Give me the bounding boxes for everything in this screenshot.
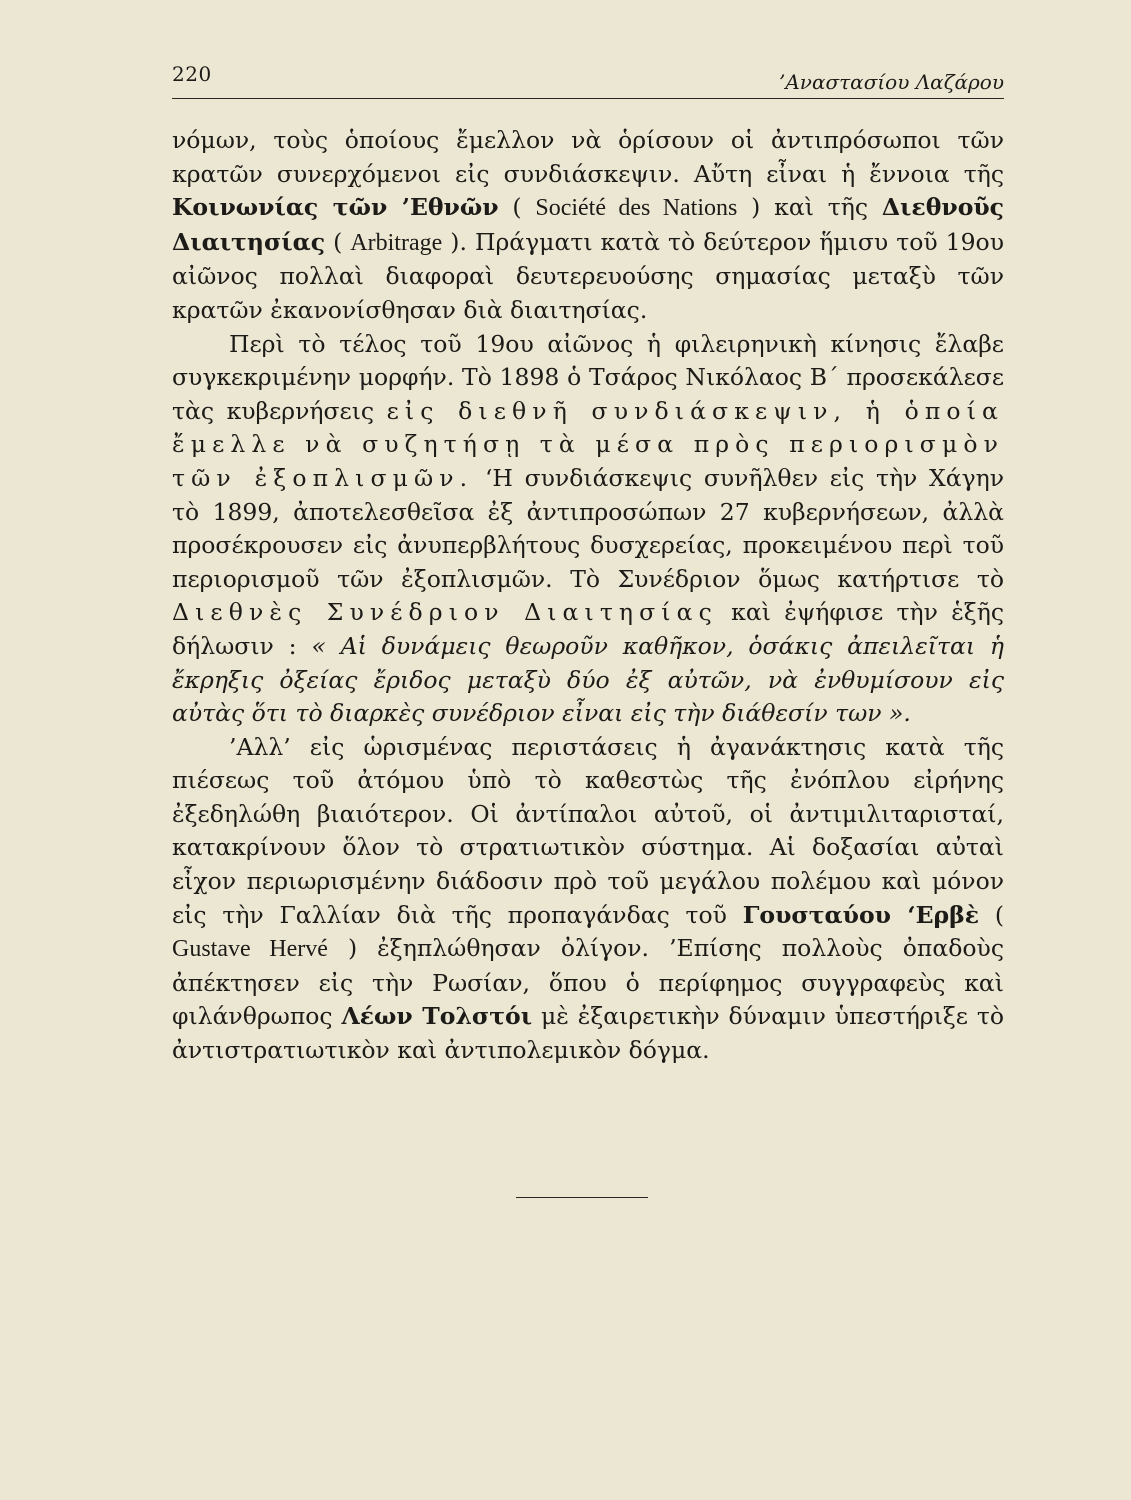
text-run-latin: Société des Nations [535,195,738,222]
text-run-latin: Gustave Hervé [172,936,328,963]
text-run-latin: Arbitrage [350,229,443,256]
running-head: ’Αναστασίου Λαζάρου [779,70,1004,94]
text-run: μὲ ἐξαιρετικὴν δύναμιν ὑπεστήριξε τὸ ἀντιστρατιωτικὸν καὶ ἀντιπολεμικὸν δόγμα. [172,1002,1004,1065]
text-run-bold: Γουσταύου ‘Ερβὲ [742,900,980,929]
paragraph-1 [172,124,1004,328]
text-run: ) καὶ τῆς [737,193,882,222]
text-run: νόμων, τοὺς ὁποίους ἔμελλον νὰ ὁρίσουν οἱ ἀντιπρόσωποι τῶν κρατῶν συνερχόμενοι εἰς συνδιάσκεψιν. Αὔτη εἶναι ἡ ἔννοια τῆς [172,126,1004,188]
paragraph-2 [172,328,1004,731]
text-run-bold: Κοινωνίας τῶν ’Εθνῶν [172,193,499,222]
paragraph-3 [172,731,1004,1068]
text-run: καὶ ἐψήφισε τὴν ἑξῆς δήλωσιν : [172,598,1004,660]
text-run: ( [979,900,1004,929]
text-run-spaced: Διεθνὲς Συνέδριον Διαιτησίας [172,598,718,627]
text-run: ). Πράγματι κατὰ τὸ δεύτερον ἥμισυ τοῦ 19ου αἰῶνος πολλαὶ διαφοραὶ δευτερευούσης σημασίας μεταξὺ τῶν κρατῶν ἐκανονίσθησαν διὰ διαιτησίας. [172,227,1004,324]
text-run-bold: Διεθνοῦς Διαιτησίας [172,193,1004,256]
page-header [172,62,1004,96]
text-run: ( [498,193,536,222]
text-run-spaced: εἰς διεθνῆ συνδιάσκεψιν, ἡ ὁποία ἔμελλε νὰ συζητήσῃ τὰ μέσα πρὸς περιορισμὸν τῶν ἐξοπλισμῶν. [172,396,1004,492]
text-run: ’Αλλ’ εἰς ὡρισμένας περιστάσεις ἡ ἀγανάκτησις κατὰ τῆς πιέσεως τοῦ ἀτόμου ὑπὸ τὸ καθεστὼς τῆς ἐνόπλου εἰρήνης ἐξεδηλώθη βιαιότερον. Οἱ ἀντίπαλοι αὐτοῦ, οἱ ἀντιμιλιταρισταί, κατακρίνουν ὅλον τὸ στρατιωτικὸν σύστημα. Αἱ δοξασίαι αὐταὶ εἶχον περιωρισμένην διάδοσιν πρὸ τοῦ μεγάλου πολέμου καὶ μόνον εἰς τὴν Γαλλίαν διὰ τῆς προπαγάνδας τοῦ [172,732,1004,929]
text-run: ( [325,227,351,256]
text-run-bold: Λέων Τολστόι [341,1002,533,1031]
text-run-quote: « Αἱ δυνάμεις θεωροῦν καθῆκον, ὁσάκις ἀπειλεῖται ἡ ἔκρηξις ὀξείας ἔριδος μεταξὺ δύο ἐξ αὐτῶν, νὰ ἐνθυμίσουν εἰς αὐτὰς ὅτι τὸ διαρκὲς συνέδριον εἶναι εἰς τὴν διάθεσίν των ». [172,631,1004,728]
text-run: Περὶ τὸ τέλος τοῦ 19ου αἰῶνος ἡ φιλειρηνικὴ κίνησις ἔλαβε συγκεκριμένην μορφήν. Τὸ 1898 ὁ Τσάρος Νικόλαος Β΄ προσεκάλεσε τὰς κυβερνήσεις [172,329,1004,425]
body-text [172,124,1004,1068]
header-rule [172,98,1004,99]
end-rule [516,1197,648,1198]
page-number: 220 [172,62,212,86]
text-run: ‘Η συνδιάσκεψις συνῆλθεν εἰς τὴν Χάγην τὸ 1899, ἀποτελεσθεῖσα ἐξ ἀντιπροσώπων 27 κυβερνήσεων, ἀλλὰ προσέκρουσεν εἰς ἀνυπερβλήτους δυσχερείας, προκειμένου περὶ τοῦ περιορισμοῦ τῶν ἐξοπλισμῶν. Τὸ Συνέδριον ὅμως κατήρτισε τὸ [172,463,1004,593]
text-run: ) ἐξηπλώθησαν ὀλίγον. ’Επίσης πολλοὺς ὀπαδοὺς ἀπέκτησεν εἰς τὴν Ρωσίαν, ὅπου ὁ περίφημος συγγραφεὺς καὶ φιλάνθρωπος [172,934,1004,1031]
